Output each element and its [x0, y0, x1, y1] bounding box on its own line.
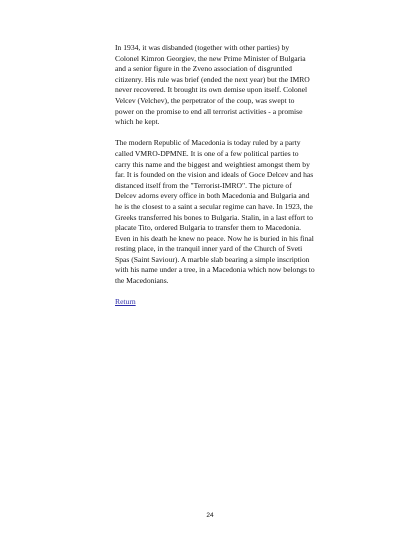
paragraph-1: In 1934, it was disbanded (together with other parties) by Colonel Kimron Georgiev, the new Prime Minister of Bulgaria and a senior figure in the Zveno association of disgruntled citizenry. His rule was brief (ended the next year) but the IMRO never recovered. It brought its own demise upon itself. Colonel Velcev (Velchev), the perpetrator of the coup, was swept to power on the promise to end all terrorist activities - a promise which he kept. — [115, 43, 310, 127]
document-body — [115, 43, 315, 318]
return-paragraph — [115, 297, 315, 308]
page-number: 24 — [206, 512, 214, 519]
return-link[interactable]: Return — [115, 297, 136, 307]
paragraph-2: The modern Republic of Macedonia is today ruled by a party called VMRO-DPMNE. It is one of a few political parties to carry this name and the biggest and weightiest amongst them by far. It is founded on the vision and ideals of Goce Delcev and has distanced itself from the "Terrorist-IMRO". The picture of Delcev adorns every office in both Macedonia and Bulgaria and he is the closest to a saint a secular regime can have. In 1923, the Greeks transferred his bones to Bulgaria. Stalin, in a last effort to placate Tito, ordered Bulgaria to transfer them to Macedonia. Even in his death he knew no peace. Now he is buried in his final resting place, in the tranquil inner yard of the Church of Sveti Spas (Saint Saviour). A marble slab bearing a simple inscription with his name under a tree, in a Macedonia which now belongs to the Macedonians. — [115, 138, 315, 286]
